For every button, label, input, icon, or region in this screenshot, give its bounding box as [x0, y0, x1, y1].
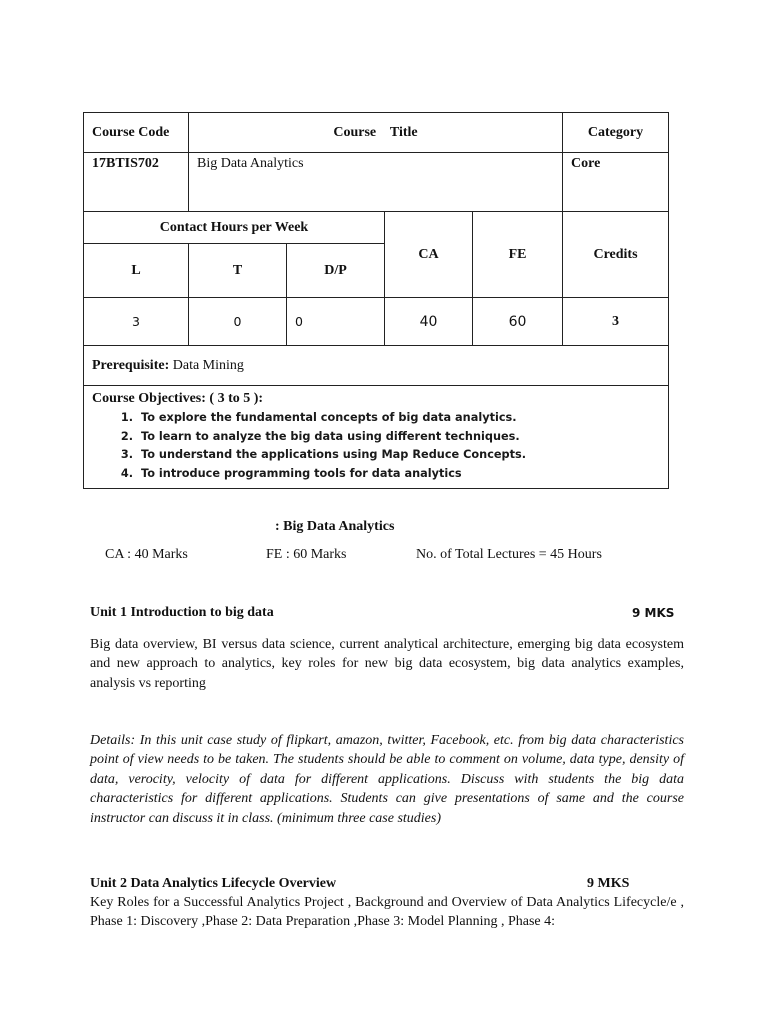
course-code-header: Course Code — [84, 113, 189, 153]
course-title-header: Course Title — [189, 113, 563, 153]
objective-item: 1. To explore the fundamental concepts of big data analytics. — [137, 409, 660, 428]
unit1-details: Details: In this unit case study of flipkart, amazon, twitter, Facebook, etc. from big data characteristics point of view needs to be taken. The students should be able to comment on volume, data type, density of data, verocity, velocity of data for different applications. Discuss with students the big data characteristics for different applications. Students can give presentations of same and the course instructor can discuss it in class. (minimum three case studies) — [90, 733, 684, 826]
category-header: Category — [563, 113, 669, 153]
objectives-list — [92, 409, 660, 483]
objective-item: 2. To learn to analyze the big data using different techniques. — [137, 428, 660, 447]
course-code-value: 17BTIS702 — [84, 153, 189, 212]
t-value: 0 — [189, 298, 287, 346]
ca-marks: CA : 40 Marks — [105, 547, 188, 562]
credits-header: Credits — [563, 212, 669, 298]
fe-marks: FE : 60 Marks — [266, 547, 347, 562]
ca-header: CA — [385, 212, 473, 298]
objectives-cell — [84, 386, 669, 489]
unit1-marks: 9 MKS — [632, 606, 675, 620]
dp-header: D/P — [287, 244, 385, 298]
subject-title: : Big Data Analytics — [275, 519, 395, 534]
unit2-body: Key Roles for a Successful Analytics Project , Background and Overview of Data Analytics Lifecycle/e , Phase 1: Discovery ,Phase 2: Data Preparation ,Phase 3: Model Planning , Phase 4: — [90, 895, 684, 930]
dp-value: 0 — [287, 298, 385, 346]
course-title-value: Big Data Analytics — [189, 153, 563, 212]
unit1-title: Unit 1 Introduction to big data — [90, 605, 274, 620]
objective-item: 4. To introduce programming tools for data analytics — [137, 465, 660, 484]
prerequisite-label: Prerequisite: — [92, 357, 170, 373]
ca-value: 40 — [385, 298, 473, 346]
prerequisite-value: Data Mining — [169, 357, 244, 373]
unit2-title: Unit 2 Data Analytics Lifecycle Overview — [90, 876, 337, 891]
fe-value: 60 — [473, 298, 563, 346]
credits-value: 3 — [563, 298, 669, 346]
total-lectures: No. of Total Lectures = 45 Hours — [416, 547, 602, 562]
course-details-table — [83, 112, 669, 489]
objectives-title: Course Objectives: ( 3 to 5 ): — [92, 391, 264, 406]
l-header: L — [84, 244, 189, 298]
l-value: 3 — [84, 298, 189, 346]
t-header: T — [189, 244, 287, 298]
unit1-body: Big data overview, BI versus data science, current analytical architecture, emerging big data ecosystem and new approach to analytics, key roles for new big data ecosystem, big data analytics examples, analysis vs reporting — [90, 637, 684, 691]
category-value: Core — [563, 153, 669, 212]
unit2-marks: 9 MKS — [587, 876, 630, 891]
prerequisite-row — [84, 346, 669, 386]
contact-hours-header: Contact Hours per Week — [84, 212, 385, 244]
objective-item: 3. To understand the applications using Map Reduce Concepts. — [137, 446, 660, 465]
fe-header: FE — [473, 212, 563, 298]
